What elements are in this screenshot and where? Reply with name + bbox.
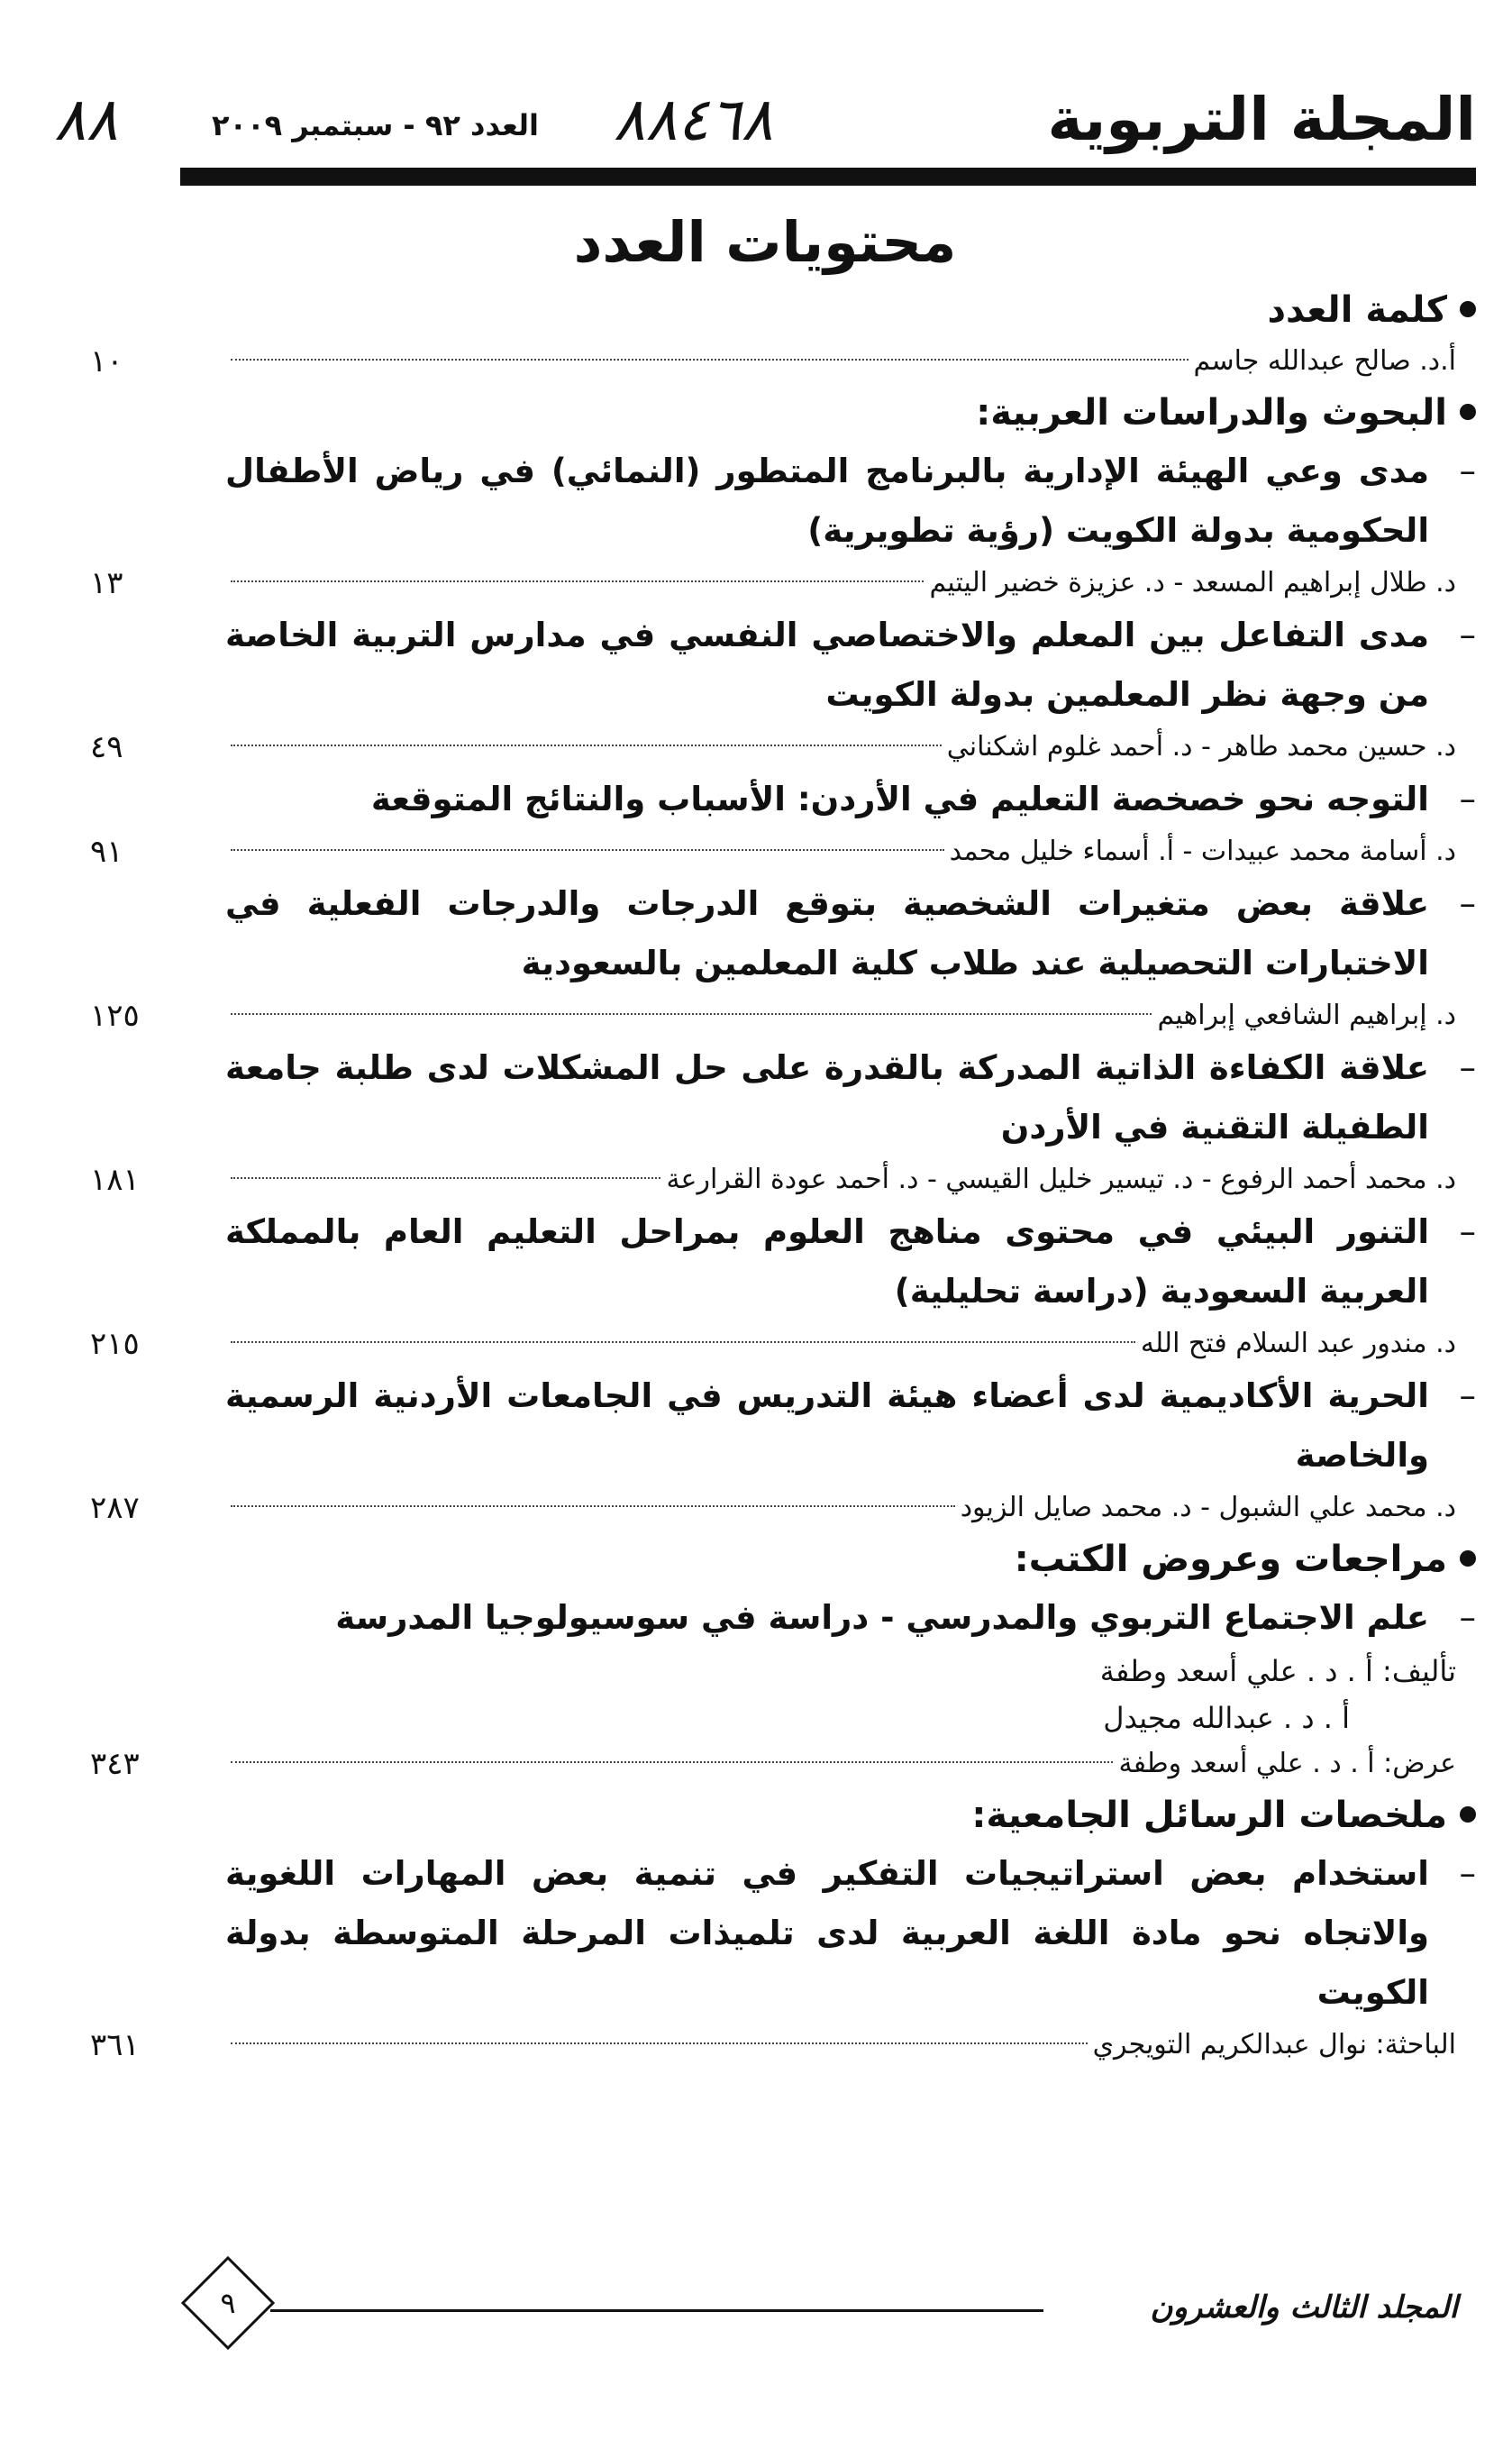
toc-article bbox=[90, 1038, 1476, 1202]
section-heading-theses bbox=[225, 1786, 1476, 1844]
article-author-line bbox=[90, 1157, 1476, 1202]
article-title-text: علاقة بعض متغيرات الشخصية بتوقع الدرجات والدرجات الفعلية في الاختبارات التحصيلية عند طلاب كلية المعلمين بالسعودية bbox=[225, 884, 1429, 982]
dot-leader bbox=[231, 1013, 1152, 1015]
article-title bbox=[225, 874, 1476, 993]
entry-page-number: ١٣ bbox=[90, 565, 123, 601]
footer-rule bbox=[270, 2309, 1043, 2312]
toc-article bbox=[90, 770, 1476, 874]
page-footer bbox=[162, 2235, 1458, 2353]
article-title bbox=[225, 1588, 1476, 1648]
entry-authors: د. محمد علي الشبول - د. محمد صايل الزيود bbox=[960, 1492, 1456, 1523]
toc-article bbox=[90, 1202, 1476, 1366]
dash-icon: – bbox=[1459, 616, 1476, 654]
article-title-text: الحرية الأكاديمية لدى أعضاء هيئة التدريس في الجامعات الأردنية الرسمية والخاصة bbox=[225, 1376, 1429, 1475]
article-author-line bbox=[90, 1321, 1476, 1366]
toc-thesis bbox=[90, 1844, 1476, 2068]
dot-leader bbox=[231, 2042, 1088, 2044]
entry-page-number: ٢٨٧ bbox=[90, 1490, 140, 1526]
dash-icon: – bbox=[1459, 1212, 1476, 1251]
dot-leader bbox=[231, 1177, 660, 1179]
entry-authors: د. إبراهيم الشافعي إبراهيم bbox=[1157, 1000, 1456, 1031]
bullet-icon bbox=[1460, 301, 1476, 317]
dot-leader bbox=[231, 745, 942, 746]
dot-leader bbox=[231, 1341, 1135, 1343]
book-author-line: تأليف: أ . د . علي أسعد وطفة bbox=[1099, 1654, 1456, 1688]
section-heading-text: كلمة العدد bbox=[1267, 289, 1447, 331]
article-title-text: علم الاجتماع التربوي والمدرسي - دراسة في سوسيولوجيا المدرسة bbox=[335, 1598, 1429, 1637]
article-author-line bbox=[90, 561, 1476, 606]
section-heading-books bbox=[225, 1531, 1476, 1588]
entry-page-number: ١٠ bbox=[90, 343, 123, 379]
article-title bbox=[225, 1202, 1476, 1321]
article-title bbox=[225, 770, 1476, 829]
dash-icon: – bbox=[1459, 780, 1476, 818]
article-title bbox=[225, 1844, 1476, 2023]
volume-label: المجلد الثالث والعشرون bbox=[1150, 2289, 1458, 2326]
header-rule bbox=[180, 168, 1476, 186]
entry-page-number: ١٢٥ bbox=[90, 998, 140, 1034]
article-author-line bbox=[90, 993, 1476, 1038]
section-heading-text: مراجعات وعروض الكتب: bbox=[1014, 1539, 1447, 1580]
entry-authors: أ.د. صالح عبدالله جاسم bbox=[1193, 345, 1456, 377]
bullet-icon bbox=[1460, 1806, 1476, 1823]
article-author-line bbox=[90, 1485, 1476, 1531]
toc-article bbox=[90, 606, 1476, 770]
dot-leader bbox=[231, 849, 944, 851]
entry-page-number: ١٨١ bbox=[90, 1162, 140, 1198]
entry-page-number: ٤٩ bbox=[90, 729, 123, 765]
book-author-line: أ . د . عبدالله مجيدل bbox=[1103, 1701, 1350, 1735]
dash-icon: – bbox=[1459, 452, 1476, 490]
handwritten-number: ٨٨٤٦٨ bbox=[613, 85, 773, 154]
article-author-line bbox=[90, 725, 1476, 770]
dash-icon: – bbox=[1459, 1376, 1476, 1415]
article-author-line bbox=[90, 829, 1476, 874]
thesis-author-line bbox=[90, 2023, 1476, 2068]
toc-article bbox=[90, 874, 1476, 1038]
issue-info: العدد ٩٢ - سبتمبر ٢٠٠٩ bbox=[212, 108, 539, 142]
section-heading-text: البحوث والدراسات العربية: bbox=[976, 392, 1447, 434]
entry-authors: عرض: أ . د . علي أسعد وطفة bbox=[1118, 1748, 1456, 1779]
article-title-text: استخدام بعض استراتيجيات التفكير في تنمية بعض المهارات اللغوية والاتجاه نحو مادة اللغة العربية لدى تلميذات المرحلة المتوسطة بدولة الكويت bbox=[225, 1854, 1429, 2012]
article-title-text: التوجه نحو خصخصة التعليم في الأردن: الأسباب والنتائج المتوقعة bbox=[370, 780, 1429, 818]
toc-book-review bbox=[90, 1588, 1476, 1786]
book-reviewer-line bbox=[90, 1741, 1476, 1786]
section-heading-research bbox=[225, 384, 1476, 442]
article-title-text: مدى التفاعل بين المعلم والاختصاصي النفسي في مدارس التربية الخاصة من وجهة نظر المعلمين بدولة الكويت bbox=[225, 616, 1429, 714]
toc-entry-editorial bbox=[90, 339, 1476, 384]
entry-page-number: ٣٤٣ bbox=[90, 1746, 140, 1782]
entry-page-number: ٩١ bbox=[90, 834, 123, 870]
article-title-text: مدى وعي الهيئة الإدارية بالبرنامج المتطور (النمائي) في رياض الأطفال الحكومية بدولة الكويت (رؤية تطويرية) bbox=[225, 452, 1429, 550]
article-title bbox=[225, 606, 1476, 725]
article-title bbox=[225, 1366, 1476, 1485]
page-title: محتويات العدد bbox=[573, 209, 957, 275]
entry-authors: د. مندور عبد السلام فتح الله bbox=[1140, 1328, 1456, 1359]
article-title bbox=[225, 1038, 1476, 1157]
section-heading-editorial bbox=[225, 281, 1476, 339]
entry-authors: د. طلال إبراهيم المسعد - د. عزيزة خضير اليتيم bbox=[929, 567, 1456, 599]
article-title-text: علاقة الكفاءة الذاتية المدركة بالقدرة على حل المشكلات لدى طلبة جامعة الطفيلة التقنية في الأردن bbox=[225, 1048, 1429, 1147]
entry-authors: د. أسامة محمد عبيدات - أ. أسماء خليل محمد bbox=[949, 836, 1456, 867]
article-title bbox=[225, 442, 1476, 561]
entry-page-number: ٣٦١ bbox=[90, 2027, 140, 2063]
toc-article bbox=[90, 1366, 1476, 1531]
toc-article bbox=[90, 442, 1476, 606]
dash-icon: – bbox=[1459, 1598, 1476, 1637]
section-heading-text: ملخصات الرسائل الجامعية: bbox=[971, 1795, 1447, 1836]
entry-authors: الباحثة: نوال عبدالكريم التويجري bbox=[1092, 2029, 1456, 2061]
dot-leader bbox=[231, 1505, 955, 1507]
dot-leader bbox=[231, 580, 924, 582]
page-number: ٩ bbox=[220, 2286, 236, 2320]
article-title-text: التنور البيئي في محتوى مناهج العلوم بمراحل التعليم العام بالمملكة العربية السعودية (دراسة تحليلية) bbox=[225, 1212, 1429, 1311]
corner-number: ٨٨ bbox=[54, 85, 118, 154]
dash-icon: – bbox=[1459, 1854, 1476, 1893]
dot-leader bbox=[231, 359, 1189, 361]
table-of-contents bbox=[90, 281, 1476, 2068]
dash-icon: – bbox=[1459, 1048, 1476, 1087]
entry-page-number: ٢١٥ bbox=[90, 1326, 140, 1362]
entry-authors: د. حسين محمد طاهر - د. أحمد غلوم اشكناني bbox=[946, 731, 1456, 763]
journal-name: المجلة التربوية bbox=[1047, 85, 1476, 154]
page-header bbox=[54, 72, 1476, 153]
dot-leader bbox=[231, 1761, 1113, 1763]
bullet-icon bbox=[1460, 1550, 1476, 1567]
entry-authors: د. محمد أحمد الرفوع - د. تيسير خليل القيسي - د. أحمد عودة القرارعة bbox=[666, 1164, 1456, 1195]
dash-icon: – bbox=[1459, 884, 1476, 923]
bullet-icon bbox=[1460, 404, 1476, 420]
